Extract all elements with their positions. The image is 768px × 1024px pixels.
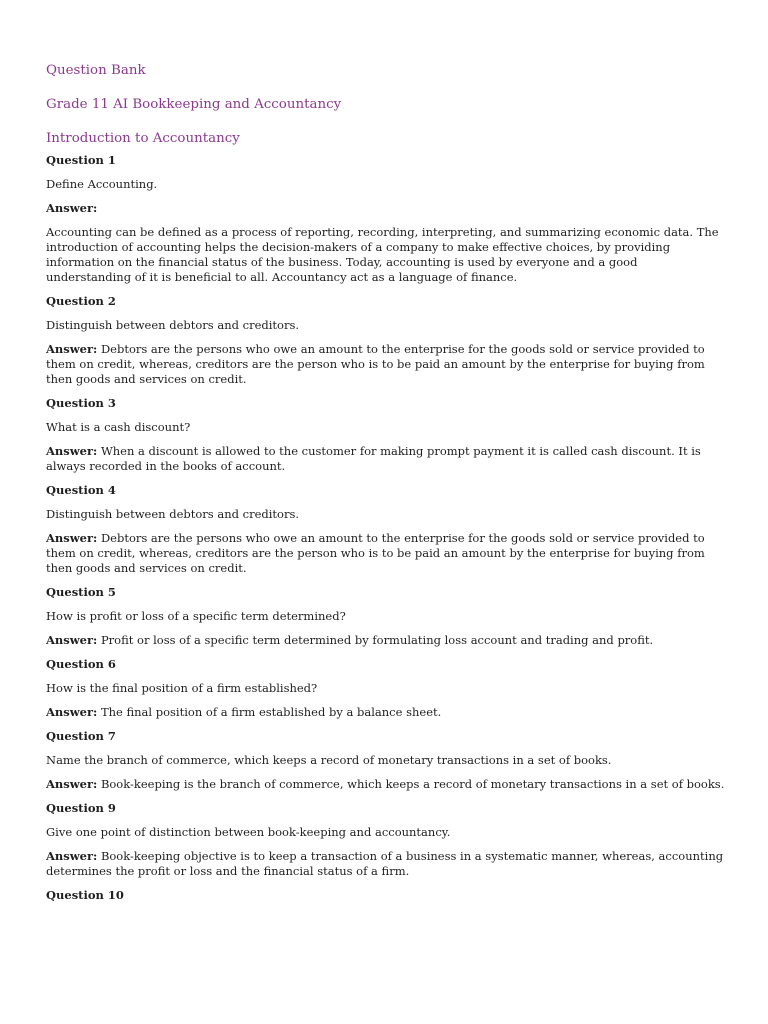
question-title: Question 9 bbox=[46, 801, 116, 815]
answer-label: Answer: bbox=[46, 849, 98, 863]
answer-paragraph bbox=[46, 705, 726, 720]
section-heading: Introduction to Accountancy bbox=[46, 131, 240, 146]
question-text: Name the branch of commerce, which keeps a record of monetary transactions in a set of books. bbox=[46, 753, 612, 767]
answer-label: Answer: bbox=[46, 705, 98, 719]
question-title: Question 1 bbox=[46, 153, 116, 167]
answer-label: Answer: bbox=[46, 444, 98, 458]
question-title: Question 5 bbox=[46, 585, 116, 599]
answer-label: Answer: bbox=[46, 633, 98, 647]
answer-text: The final position of a firm established by a balance sheet. bbox=[100, 705, 442, 719]
document-content bbox=[46, 62, 726, 912]
question-title: Question 2 bbox=[46, 294, 116, 308]
doc-title: Question Bank bbox=[46, 63, 146, 78]
answer-label: Answer: bbox=[46, 201, 98, 215]
answer-paragraph bbox=[46, 531, 726, 576]
answer-text: Profit or loss of a specific term determined by formulating loss account and trading and profit. bbox=[100, 633, 654, 647]
answer-paragraph bbox=[46, 633, 726, 648]
answer-text: Accounting can be defined as a process of reporting, recording, interpreting, and summarizing economic data. The introduction of accounting helps the decision-makers of a company to make effective choices, by providing information on the financial status of the business. Today, accounting is used by everyone and a good understanding of it is beneficial to all. Accountancy act as a language of finance. bbox=[46, 225, 719, 284]
question-text: What is a cash discount? bbox=[46, 420, 191, 434]
answer-label: Answer: bbox=[46, 531, 98, 545]
question-title: Question 7 bbox=[46, 729, 116, 743]
answer-text: Debtors are the persons who owe an amount to the enterprise for the goods sold or service provided to them on credit, whereas, creditors are the person who is to be paid an amount by the enterprise for buying from then goods and services on credit. bbox=[46, 342, 705, 386]
answer-text: When a discount is allowed to the customer for making prompt payment it is called cash discount. It is always recorded in the books of account. bbox=[46, 444, 701, 473]
question-text: Give one point of distinction between book-keeping and accountancy. bbox=[46, 825, 451, 839]
answer-text: Book-keeping is the branch of commerce, which keeps a record of monetary transactions in a set of books. bbox=[100, 777, 725, 791]
answer-paragraph bbox=[46, 777, 726, 792]
question-text: How is profit or loss of a specific term determined? bbox=[46, 609, 346, 623]
question-text: Distinguish between debtors and creditors. bbox=[46, 318, 300, 332]
question-title: Question 3 bbox=[46, 396, 116, 410]
answer-text: Book-keeping objective is to keep a transaction of a business in a systematic manner, whereas, accounting determines the profit or loss and the financial status of a firm. bbox=[46, 849, 724, 878]
answer-paragraph bbox=[46, 342, 726, 387]
question-title: Question 6 bbox=[46, 657, 116, 671]
question-title: Question 10 bbox=[46, 888, 124, 902]
question-text: How is the final position of a firm established? bbox=[46, 681, 318, 695]
question-text: Define Accounting. bbox=[46, 177, 158, 191]
question-title: Question 4 bbox=[46, 483, 116, 497]
answer-text: Debtors are the persons who owe an amount to the enterprise for the goods sold or service provided to them on credit, whereas, creditors are the person who is to be paid an amount by the enterprise for buying from then goods and services on credit. bbox=[46, 531, 705, 575]
answer-paragraph bbox=[46, 849, 726, 879]
doc-subtitle: Grade 11 AI Bookkeeping and Accountancy bbox=[46, 97, 342, 112]
answer-paragraph bbox=[46, 444, 726, 474]
answer-label: Answer: bbox=[46, 777, 98, 791]
answer-label: Answer: bbox=[46, 342, 98, 356]
question-text: Distinguish between debtors and creditors. bbox=[46, 507, 300, 521]
